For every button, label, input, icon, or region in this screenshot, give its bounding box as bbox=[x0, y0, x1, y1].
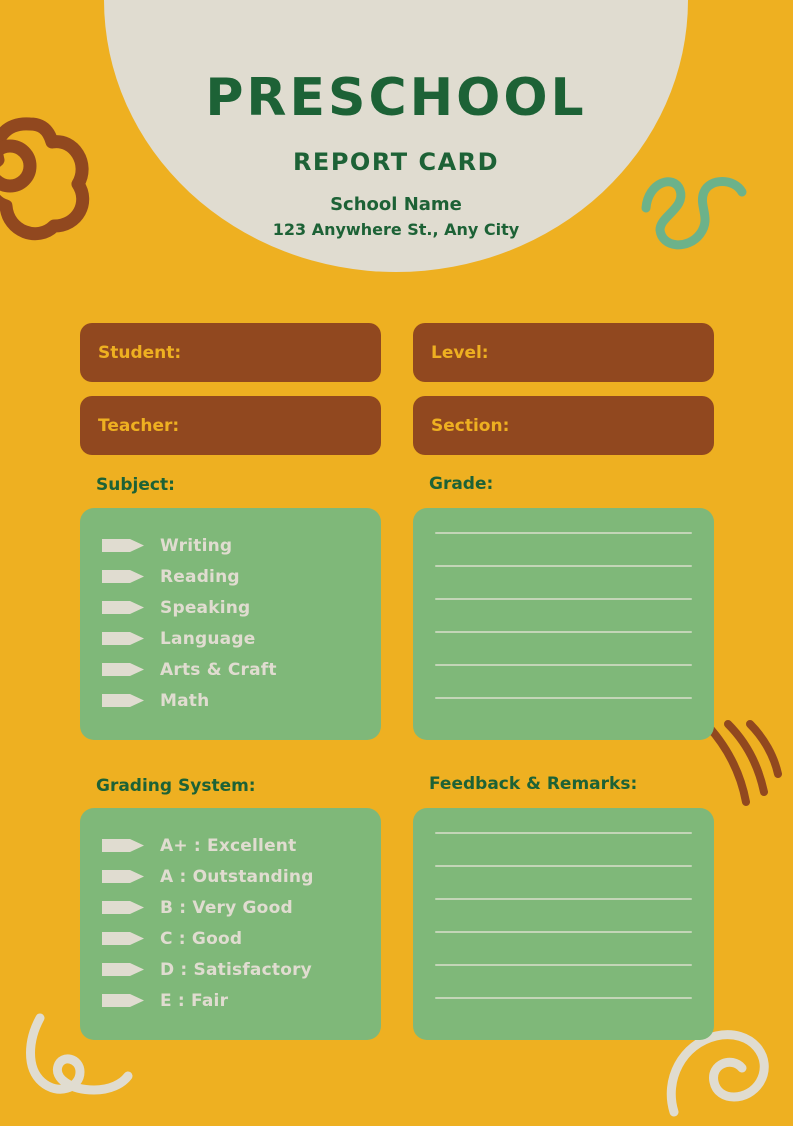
subject-item-label: Math bbox=[160, 690, 210, 711]
list-item bbox=[102, 985, 381, 1016]
write-line bbox=[435, 931, 692, 933]
feedback-section-title: Feedback & Remarks: bbox=[429, 774, 638, 794]
form-fields bbox=[80, 323, 714, 455]
write-line bbox=[435, 631, 692, 633]
subject-item-label: Language bbox=[160, 628, 256, 649]
grading-system-section-title: Grading System: bbox=[96, 776, 256, 796]
list-item bbox=[102, 954, 381, 985]
header bbox=[104, 0, 688, 241]
subject-item-label: Reading bbox=[160, 566, 240, 587]
list-item bbox=[102, 530, 381, 561]
subject-panel bbox=[80, 508, 381, 740]
page-title: PRESCHOOL bbox=[205, 68, 587, 128]
write-line bbox=[435, 997, 692, 999]
arrow-bullet-icon bbox=[102, 537, 146, 554]
write-line bbox=[435, 598, 692, 600]
write-line bbox=[435, 664, 692, 666]
grading-item-label: C : Good bbox=[160, 928, 243, 949]
field-student[interactable] bbox=[80, 323, 381, 382]
field-level[interactable] bbox=[413, 323, 714, 382]
write-line bbox=[435, 532, 692, 534]
school-address: 123 Anywhere St., Any City bbox=[272, 220, 520, 240]
arrow-bullet-icon bbox=[102, 961, 146, 978]
field-label-section: Section: bbox=[431, 415, 510, 436]
subject-item-label: Speaking bbox=[160, 597, 251, 618]
arrow-bullet-icon bbox=[102, 868, 146, 885]
grading-item-label: A+ : Excellent bbox=[160, 835, 297, 856]
grading-item-label: A : Outstanding bbox=[160, 866, 314, 887]
arrow-bullet-icon bbox=[102, 992, 146, 1009]
arrow-bullet-icon bbox=[102, 661, 146, 678]
feedback-panel[interactable] bbox=[413, 808, 714, 1040]
list-item bbox=[102, 892, 381, 923]
feedback-write-lines[interactable] bbox=[435, 832, 692, 1030]
write-line bbox=[435, 697, 692, 699]
list-item bbox=[102, 923, 381, 954]
grading-item-label: B : Very Good bbox=[160, 897, 293, 918]
write-line bbox=[435, 865, 692, 867]
list-item bbox=[102, 654, 381, 685]
subject-item-label: Arts & Craft bbox=[160, 659, 277, 680]
list-item bbox=[102, 592, 381, 623]
arrow-bullet-icon bbox=[102, 899, 146, 916]
field-label-student: Student: bbox=[98, 342, 182, 363]
subject-item-label: Writing bbox=[160, 535, 233, 556]
list-item bbox=[102, 623, 381, 654]
list-item bbox=[102, 861, 381, 892]
grading-system-panel bbox=[80, 808, 381, 1040]
flower-outline-icon bbox=[0, 108, 116, 282]
write-line bbox=[435, 898, 692, 900]
write-line bbox=[435, 832, 692, 834]
arrow-bullet-icon bbox=[102, 599, 146, 616]
arrow-bullet-icon bbox=[102, 692, 146, 709]
write-line bbox=[435, 565, 692, 567]
field-teacher[interactable] bbox=[80, 396, 381, 455]
list-item bbox=[102, 561, 381, 592]
write-line bbox=[435, 964, 692, 966]
grading-item-label: E : Fair bbox=[160, 990, 229, 1011]
grade-panel[interactable] bbox=[413, 508, 714, 740]
school-name: School Name bbox=[330, 194, 462, 215]
list-item bbox=[102, 830, 381, 861]
field-label-level: Level: bbox=[431, 342, 489, 363]
arrow-bullet-icon bbox=[102, 930, 146, 947]
grade-section-title: Grade: bbox=[429, 474, 494, 494]
brush-lines-icon bbox=[700, 718, 786, 814]
subject-section-title: Subject: bbox=[96, 475, 175, 495]
arrow-bullet-icon bbox=[102, 630, 146, 647]
arrow-bullet-icon bbox=[102, 568, 146, 585]
arrow-bullet-icon bbox=[102, 837, 146, 854]
field-label-teacher: Teacher: bbox=[98, 415, 180, 436]
grade-write-lines[interactable] bbox=[435, 532, 692, 730]
field-section[interactable] bbox=[413, 396, 714, 455]
list-item bbox=[102, 685, 381, 716]
grading-item-label: D : Satisfactory bbox=[160, 959, 312, 980]
report-card-subtitle: REPORT CARD bbox=[292, 148, 500, 176]
